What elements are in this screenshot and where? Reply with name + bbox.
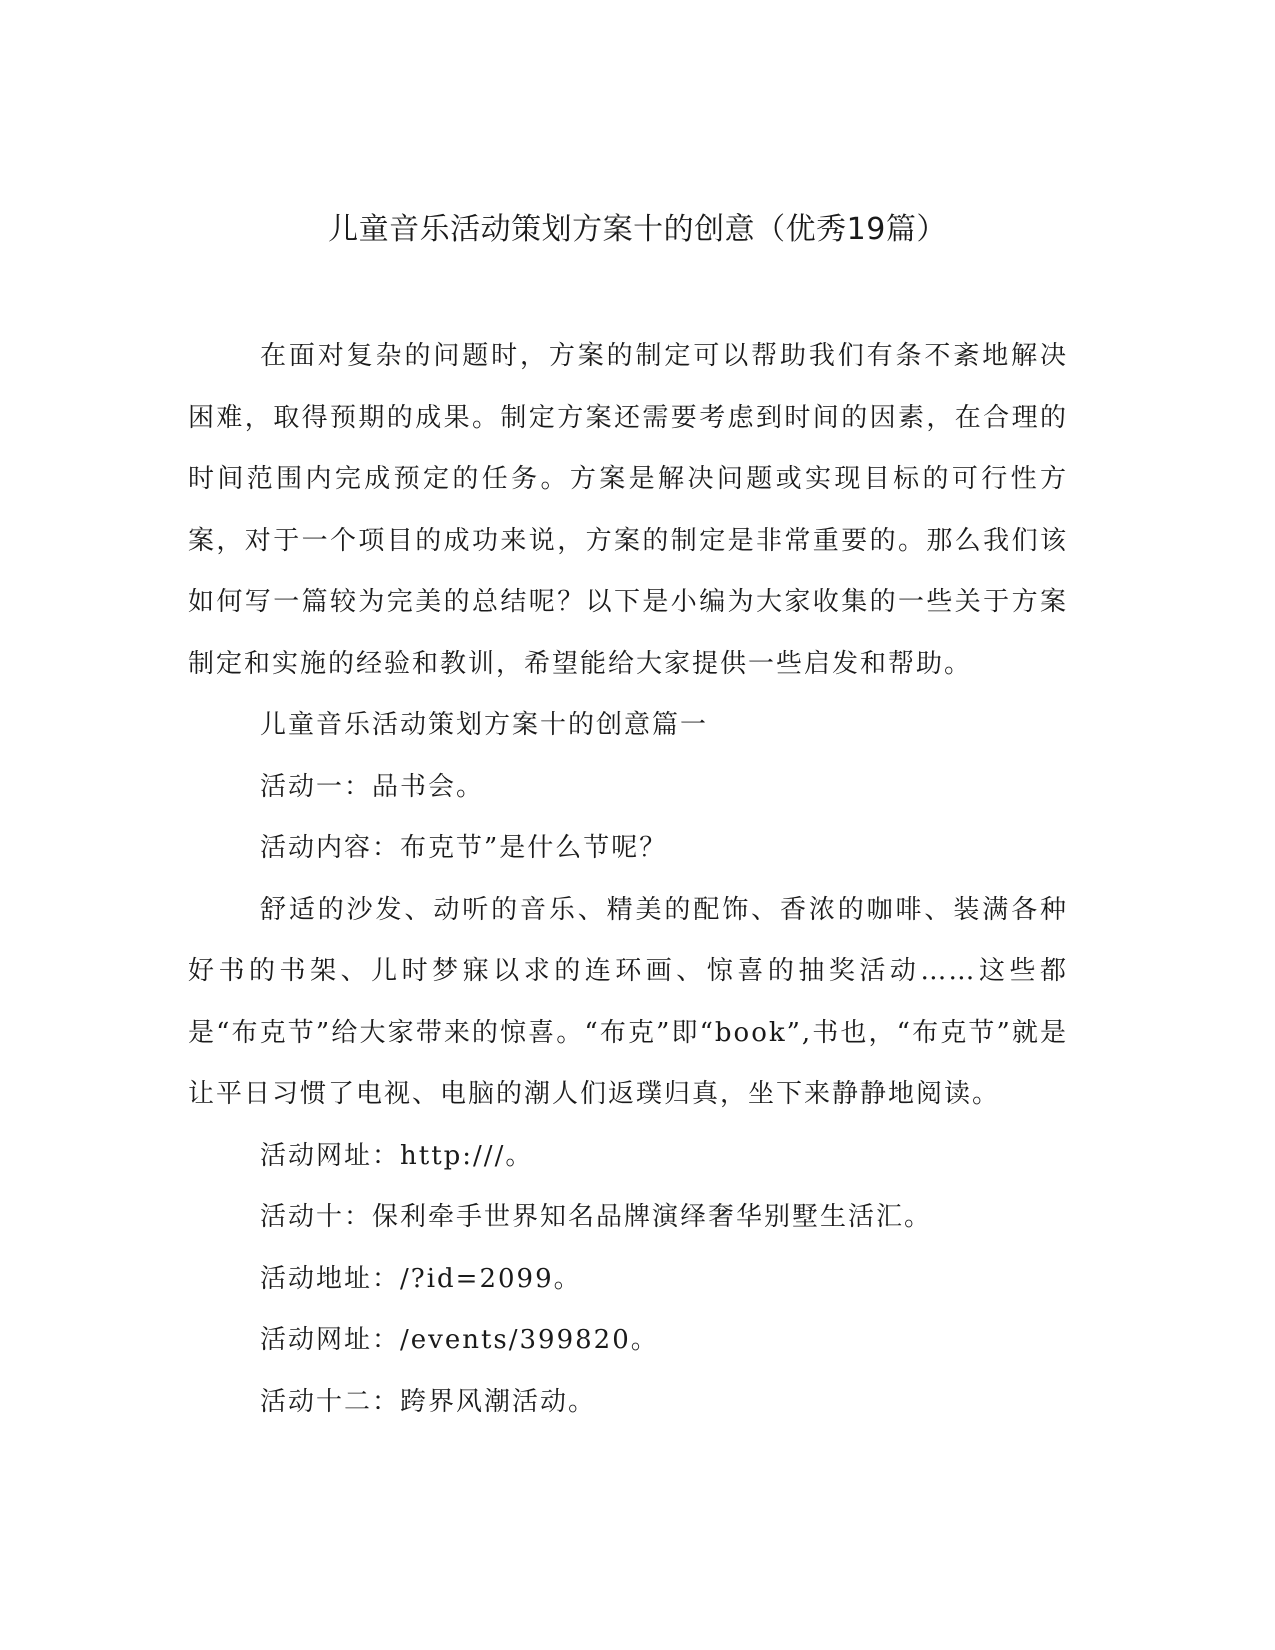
activity-content: 活动内容：布克节”是什么节呢？ (260, 833, 668, 863)
activity-one: 活动一：品书会。 (260, 771, 485, 802)
activity-website-2: 活动网址：/events/399820。 (260, 1325, 659, 1355)
activity-address: 活动地址：/?id=2099。 (260, 1263, 582, 1294)
activity-ten: 活动十：保利牵手世界知名品牌演绎奢华别墅生活汇。 (260, 1202, 933, 1232)
section-heading: 儿童音乐活动策划方案十的创意篇一 (260, 710, 709, 740)
description-paragraph: 舒适的沙发、动听的音乐、精美的配饰、香浓的咖啡、装满各种好书的书架、儿时梦寐以求的连环画、惊喜的抽奖活动……这些都是“布克节”给大家带来的惊喜。“布克”即“book”,书也，“布克节”就是让平日习惯了电视、电脑的潮人们返璞归真，坐下来静静地阅读。 (188, 894, 1068, 1109)
intro-paragraph: 在面对复杂的问题时，方案的制定可以帮助我们有条不紊地解决困难，取得预期的成果。制定方案还需要考虑到时间的因素，在合理的时间范围内完成预定的任务。方案是解决问题或实现目标的可行性方案，对于一个项目的成功来说，方案的制定是非常重要的。那么我们该如何写一篇较为完美的总结呢？以下是小编为大家收集的一些关于方案制定和实施的经验和教训，希望能给大家提供一些启发和帮助。 (188, 341, 1068, 679)
document-title: 儿童音乐活动策划方案十的创意（优秀19篇） (328, 212, 947, 247)
activity-website: 活动网址：http:///。 (260, 1140, 534, 1171)
activity-twelve: 活动十二：跨界风潮活动。 (260, 1386, 597, 1417)
document-body (188, 326, 1068, 1433)
